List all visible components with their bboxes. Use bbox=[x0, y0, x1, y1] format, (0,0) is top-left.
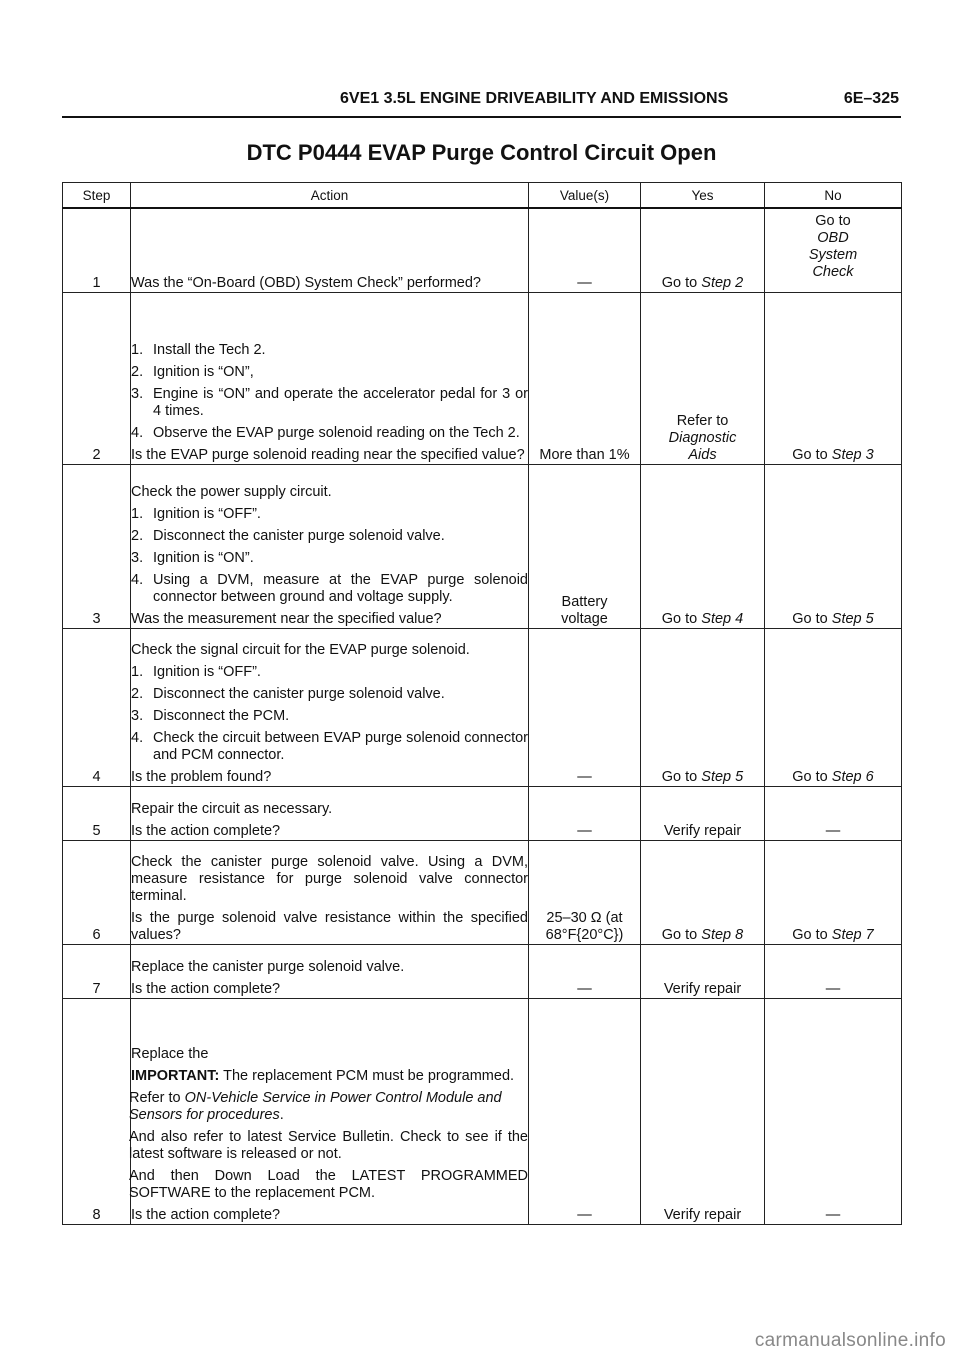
column-header-action: Action bbox=[131, 183, 529, 209]
no-cell: — bbox=[765, 998, 902, 1224]
no-step-link[interactable]: Step 6 bbox=[831, 768, 874, 785]
yes-cell: Verify repair bbox=[641, 786, 765, 840]
no-prefix: Go to bbox=[792, 926, 828, 943]
yes-cell bbox=[641, 840, 765, 944]
column-header-step: Step bbox=[63, 183, 131, 209]
important-text: The replacement PCM must be programmed. bbox=[223, 1067, 515, 1084]
step-number: 1 bbox=[63, 208, 131, 292]
step-number: 7 bbox=[63, 944, 131, 998]
action-cell bbox=[131, 944, 529, 998]
step-number: 3 bbox=[63, 464, 131, 628]
column-header-values: Value(s) bbox=[529, 183, 641, 209]
action-item: Ignition is “OFF”. bbox=[153, 505, 261, 522]
value-line: Battery bbox=[561, 593, 608, 610]
action-intro: Replace the canister purge solenoid valve. bbox=[131, 958, 405, 975]
value-cell: — bbox=[529, 208, 641, 292]
action-cell bbox=[131, 998, 529, 1224]
step-number: 6 bbox=[63, 840, 131, 944]
diagnostic-table bbox=[62, 182, 902, 1225]
no-obd-link-line3[interactable]: Check bbox=[812, 264, 854, 280]
important-label: IMPORTANT: bbox=[131, 1067, 220, 1084]
no-step-link[interactable]: Step 5 bbox=[831, 610, 874, 627]
yes-prefix: Go to bbox=[661, 926, 698, 943]
action-intro: Check the power supply circuit. bbox=[131, 483, 332, 500]
value-cell: — bbox=[529, 786, 641, 840]
no-prefix: Go to bbox=[792, 446, 828, 463]
value-line: voltage bbox=[561, 610, 608, 627]
step-number: 4 bbox=[63, 628, 131, 786]
yes-step-link[interactable]: Step 4 bbox=[701, 610, 744, 627]
table-row bbox=[63, 292, 902, 464]
step-number: 5 bbox=[63, 786, 131, 840]
column-header-no: No bbox=[765, 183, 902, 209]
yes-step-link[interactable]: Step 2 bbox=[701, 274, 744, 291]
no-cell bbox=[765, 208, 902, 292]
table-header-row bbox=[63, 183, 902, 209]
yes-cell: Verify repair bbox=[641, 944, 765, 998]
action-item: Check the circuit between EVAP purge solenoid connector and PCM connector. bbox=[153, 729, 528, 763]
action-question: Is the EVAP purge solenoid reading near the specified value? bbox=[131, 446, 525, 463]
yes-step-link[interactable]: Step 5 bbox=[701, 768, 744, 785]
action-question: Is the problem found? bbox=[131, 768, 272, 785]
page-number: 6E–325 bbox=[843, 90, 899, 107]
no-step-link[interactable]: Step 7 bbox=[831, 926, 874, 943]
section-title: 6VE1 3.5L ENGINE DRIVEABILITY AND EMISSIONS bbox=[340, 90, 729, 107]
action-question: Is the action complete? bbox=[131, 1206, 281, 1223]
yes-prefix: Go to bbox=[661, 610, 698, 627]
action-cell bbox=[131, 208, 529, 292]
refer-prefix: Refer to bbox=[129, 1089, 181, 1106]
no-cell bbox=[765, 840, 902, 944]
table-row bbox=[63, 944, 902, 998]
yes-cell bbox=[641, 628, 765, 786]
step-number: 2 bbox=[63, 292, 131, 464]
table-row bbox=[63, 840, 902, 944]
value-line: 68°F{20°C}) bbox=[545, 926, 624, 943]
refer-link[interactable]: ON-Vehicle Service in Power Control Module and Sensors for procedures bbox=[129, 1089, 502, 1123]
table-row bbox=[63, 628, 902, 786]
value-cell: — bbox=[529, 628, 641, 786]
action-item: Ignition is “ON”. bbox=[153, 549, 254, 566]
yes-cell bbox=[641, 292, 765, 464]
step-number: 8 bbox=[63, 998, 131, 1224]
action-item: Using a DVM, measure at the EVAP purge solenoid connector between ground and voltage supply. bbox=[153, 571, 528, 605]
value-cell bbox=[529, 464, 641, 628]
no-cell bbox=[765, 628, 902, 786]
page-title: DTC P0444 EVAP Purge Control Circuit Open bbox=[246, 140, 717, 165]
yes-diagnostic-link-line2[interactable]: Aids bbox=[688, 446, 717, 463]
action-intro: Repair the circuit as necessary. bbox=[131, 800, 333, 817]
action-question: Was the “On-Board (OBD) System Check” performed? bbox=[131, 274, 481, 291]
no-prefix: Go to bbox=[815, 213, 851, 229]
refer-suffix: . bbox=[279, 1106, 284, 1123]
action-item: Ignition is “ON”, bbox=[153, 363, 254, 380]
no-cell bbox=[765, 464, 902, 628]
action-item: Engine is “ON” and operate the accelerator pedal for 3 or 4 times. bbox=[153, 385, 528, 419]
value-cell: More than 1% bbox=[529, 292, 641, 464]
yes-cell bbox=[641, 208, 765, 292]
value-cell: — bbox=[529, 944, 641, 998]
action-intro: Replace the bbox=[131, 1045, 209, 1062]
bulletin-note: And also refer to latest Service Bulletin. Check to see if the latest software is released or not. bbox=[129, 1128, 528, 1162]
no-cell: — bbox=[765, 786, 902, 840]
value-cell: — bbox=[529, 998, 641, 1224]
table-row bbox=[63, 464, 902, 628]
yes-prefix: Go to bbox=[661, 768, 698, 785]
no-obd-link[interactable]: OBD bbox=[817, 230, 849, 246]
no-cell: — bbox=[765, 944, 902, 998]
action-item: Observe the EVAP purge solenoid reading on the Tech 2. bbox=[153, 424, 520, 441]
refer-note bbox=[129, 1090, 528, 1124]
action-cell: Check the power supply circuit. 1. Ignition is “OFF”. 2. Disconnect the canister purge solenoid valve. 3. Ignition is “ON”. 4. Using a DVM, measure at the EVAP purge solenoid connector between ground and voltage supply. Was the measurement near the specified value? bbox=[131, 464, 529, 628]
column-header-yes: Yes bbox=[641, 183, 765, 209]
no-obd-link-line2[interactable]: System bbox=[808, 247, 858, 263]
page-header bbox=[62, 88, 901, 118]
no-prefix: Go to bbox=[792, 768, 828, 785]
action-intro: Check the signal circuit for the EVAP purge solenoid. bbox=[131, 641, 470, 658]
action-cell: Check the signal circuit for the EVAP purge solenoid. 1. Ignition is “OFF”. 2. Disconnect the canister purge solenoid valve. 3. Disconnect the PCM. 4. Check the circuit between EVAP purge solenoid connector and PCM connector. Is the problem found? bbox=[131, 628, 529, 786]
table-row bbox=[63, 786, 902, 840]
action-item: Install the Tech 2. bbox=[153, 341, 266, 358]
watermark: carmanualsonline.info bbox=[754, 1330, 946, 1351]
important-note bbox=[131, 1068, 528, 1085]
action-question: Is the purge solenoid valve resistance within the specified values? bbox=[131, 909, 528, 943]
action-intro: Check the canister purge solenoid valve. Using a DVM, measure resistance for purge solenoid valve connector terminal. bbox=[131, 853, 528, 904]
table-row bbox=[63, 208, 902, 292]
no-step-link[interactable]: Step 3 bbox=[831, 446, 874, 463]
yes-diagnostic-link[interactable]: Diagnostic bbox=[668, 429, 737, 446]
action-item: Disconnect the canister purge solenoid valve. bbox=[153, 527, 445, 544]
download-note: And then Down Load the LATEST PROGRAMMED SOFTWARE to the replacement PCM. bbox=[129, 1167, 528, 1201]
action-question: Is the action complete? bbox=[131, 980, 281, 997]
table-row bbox=[63, 998, 902, 1224]
yes-cell bbox=[641, 464, 765, 628]
action-item: Ignition is “OFF”. bbox=[153, 663, 261, 680]
action-cell bbox=[131, 786, 529, 840]
action-question: Is the action complete? bbox=[131, 822, 281, 839]
action-question: Was the measurement near the specified value? bbox=[131, 610, 442, 627]
no-cell bbox=[765, 292, 902, 464]
action-cell bbox=[131, 840, 529, 944]
value-line: 25–30 Ω (at bbox=[546, 909, 623, 926]
yes-prefix: Go to bbox=[661, 274, 698, 291]
action-item: Disconnect the canister purge solenoid valve. bbox=[153, 685, 445, 702]
yes-cell: Verify repair bbox=[641, 998, 765, 1224]
yes-step-link[interactable]: Step 8 bbox=[701, 926, 744, 943]
value-cell bbox=[529, 840, 641, 944]
action-item: Disconnect the PCM. bbox=[153, 707, 290, 724]
yes-prefix: Refer to bbox=[676, 412, 729, 429]
action-cell: 1. Install the Tech 2. 2. Ignition is “ON”, 3. Engine is “ON” and operate the accelerator pedal for 3 or 4 times. 4. Observe the EVAP purge solenoid reading on the Tech 2. Is the EVAP purge solenoid reading near the specified value? bbox=[131, 292, 529, 464]
no-prefix: Go to bbox=[792, 610, 828, 627]
